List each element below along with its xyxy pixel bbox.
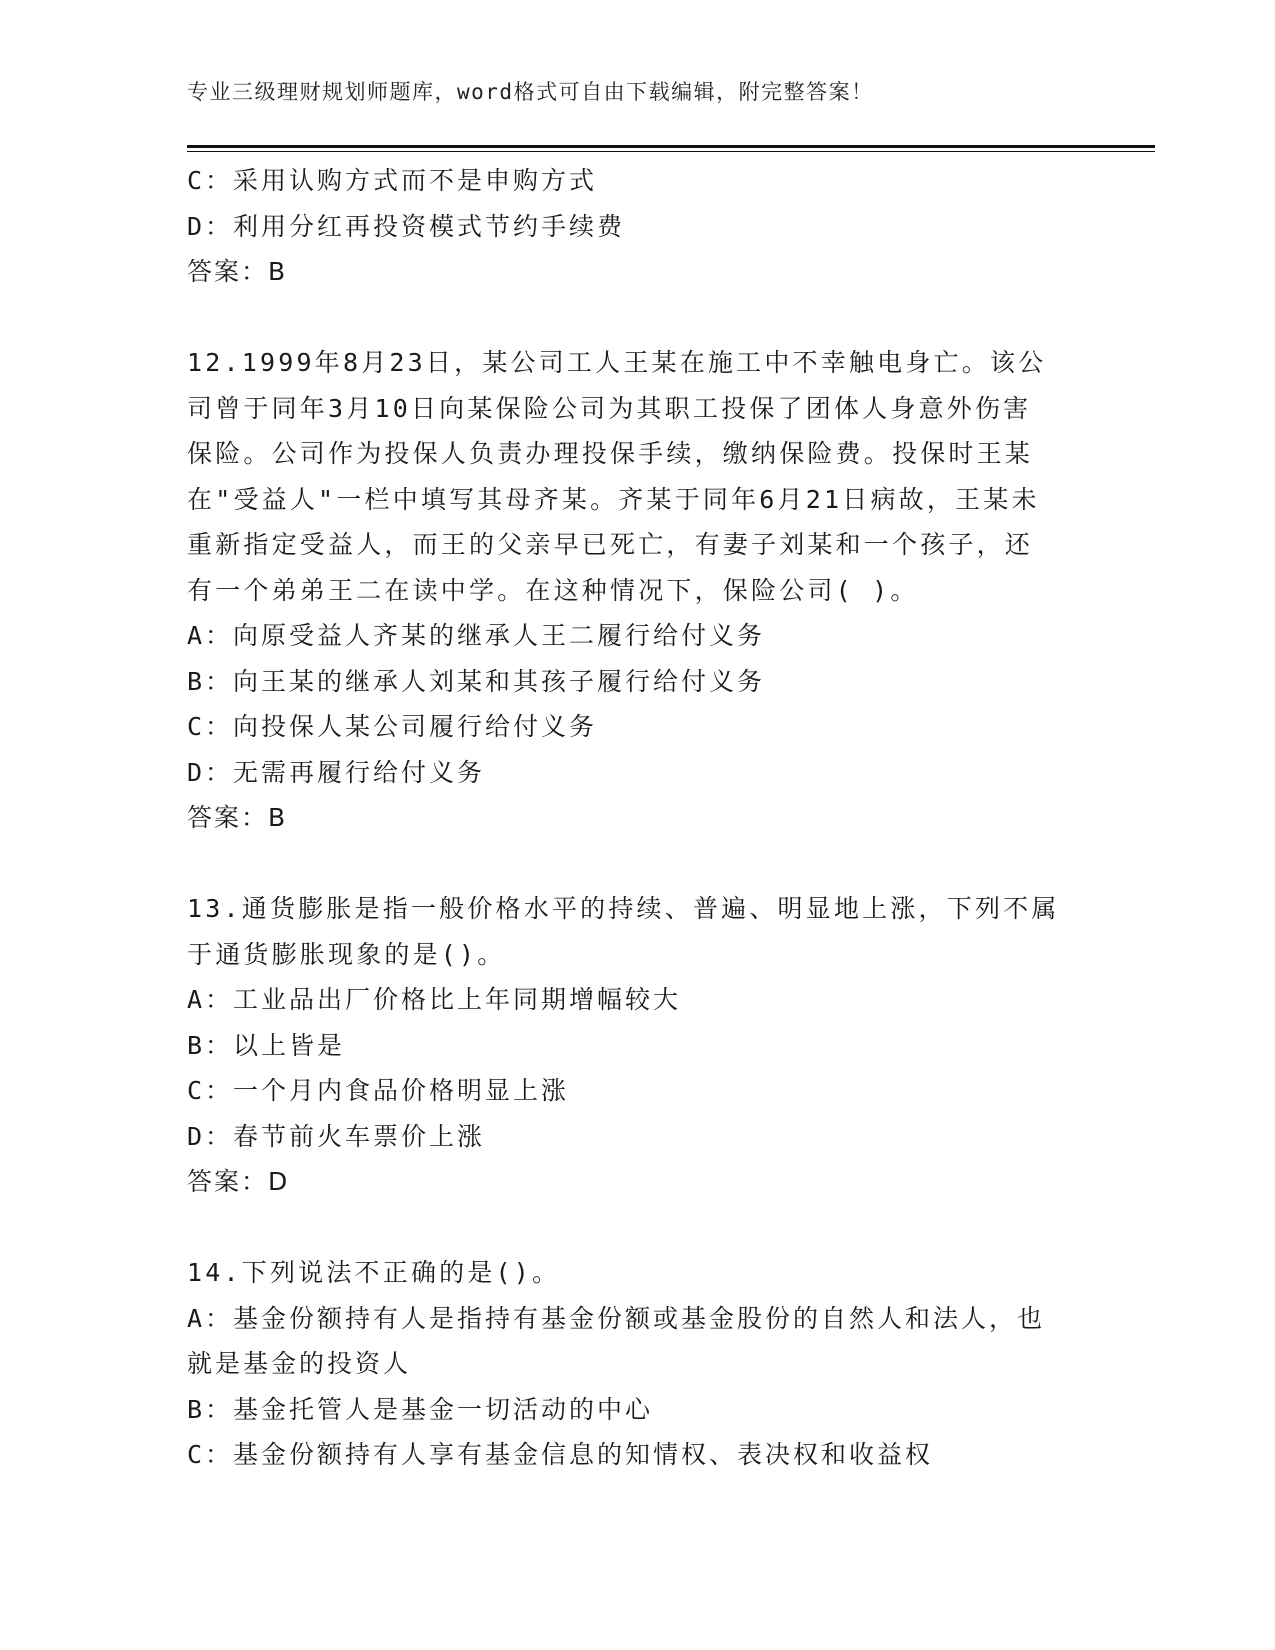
stem-line: 14.下列说法不正确的是()。 [187,1258,561,1287]
option-c: C：基金份额持有人享有基金信息的知情权、表决权和收益权 [187,1440,934,1469]
option-b: B：以上皆是 [187,1030,346,1060]
question-list [187,158,1087,1478]
question-spacer [187,295,1087,341]
stem-line: 13.通货膨胀是指一般价格水平的持续、普遍、明显地上涨，下列不属 [187,894,1060,923]
answer: 答案：D [187,1167,290,1196]
question-11-continued [187,158,1087,295]
option-a: A：向原受益人齐某的继承人王二履行给付义务 [187,621,766,650]
stem-line: 12.1999年8月23日，某公司工人王某在施工中不幸触电身亡。该公 [187,348,1047,377]
question-stem [187,1250,1087,1296]
option-b: B：向王某的继承人刘某和其孩子履行给付义务 [187,666,766,696]
option-a-continued: 就是基金的投资人 [187,1349,412,1378]
question-13 [187,886,1087,1205]
stem-line: 有一个弟弟王二在读中学。在这种情况下，保险公司( )。 [187,575,919,605]
stem-line: 重新指定受益人，而王的父亲早已死亡，有妻子刘某和一个孩子，还 [187,530,1034,559]
stem-line: 在"受益人"一栏中填写其母齐某。齐某于同年6月21日病故，王某未 [187,484,1040,514]
stem-line: 于通货膨胀现象的是()。 [187,939,506,969]
option-b: B：基金托管人是基金一切活动的中心 [187,1394,654,1424]
option-c: C：一个月内食品价格明显上涨 [187,1076,570,1105]
option-d: D：无需再履行给付义务 [187,757,486,787]
answer: 答案：B [187,803,288,832]
stem-line: 保险。公司作为投保人负责办理投保手续，缴纳保险费。投保时王某 [187,439,1034,468]
question-stem [187,886,1087,977]
header-rule-thin [187,151,1155,152]
question-spacer [187,1205,1087,1251]
option-a: A：基金份额持有人是指持有基金份额或基金股份的自然人和法人，也 [187,1303,1046,1333]
question-14 [187,1250,1087,1478]
page-header: 专业三级理财规划师题库，word格式可自由下载编辑，附完整答案！ [187,80,874,104]
option-c: C：向投保人某公司履行给付义务 [187,712,598,741]
header-rule-thick [187,145,1155,148]
option-c: C：采用认购方式而不是申购方式 [187,166,598,195]
option-d: D：利用分红再投资模式节约手续费 [187,211,626,241]
answer: 答案：B [187,257,288,286]
question-stem [187,340,1087,613]
question-12 [187,340,1087,841]
question-spacer [187,841,1087,887]
option-a: A：工业品出厂价格比上年同期增幅较大 [187,985,682,1014]
option-d: D：春节前火车票价上涨 [187,1121,486,1151]
stem-line: 司曾于同年3月10日向某保险公司为其职工投保了团体人身意外伤害 [187,393,1032,423]
